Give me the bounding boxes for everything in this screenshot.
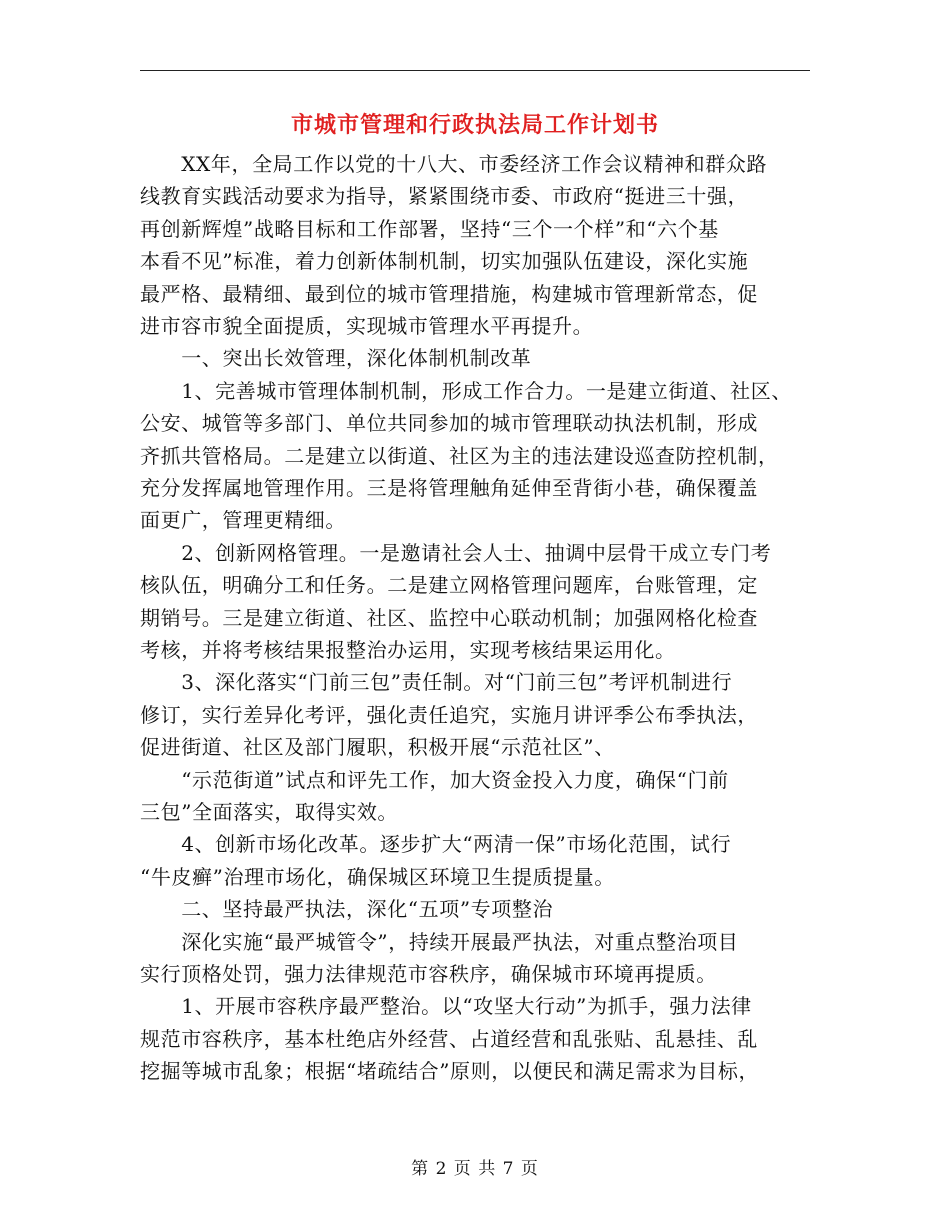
body-line: 1、开展市容秩序最严整治。以“攻坚大行动”为抓手，强力法律 xyxy=(140,994,752,1019)
body-line: 考核，并将考核结果报整治办运用，实现考核结果运用化。 xyxy=(140,638,676,662)
body-line: 深化实施“最严城管令”，持续开展最严执法，对重点整治项目 xyxy=(140,929,739,954)
body-line: 2、创新网格管理。一是邀请社会人士、抽调中层骨干成立专门考 xyxy=(140,540,772,565)
body-line: “牛皮癣”治理市场化，确保城区环境卫生提质提量。 xyxy=(140,864,615,889)
body-line: 三包”全面落实，取得实效。 xyxy=(140,800,399,824)
body-line: 实行顶格处罚，强力法律规范市容秩序，确保城市环境再提质。 xyxy=(140,962,717,986)
body-line: 线教育实践活动要求为指导，紧紧围绕市委、市政府“挺进三十强， xyxy=(140,184,749,209)
body-line: 3、深化落实“门前三包”责任制。对“门前三包”考评机制进行 xyxy=(140,670,733,695)
body-line: 规范市容秩序，基本杜绝店外经营、占道经营和乱张贴、乱悬挂、乱 xyxy=(140,1026,758,1051)
body-line: 充分发挥属地管理作用。三是将管理触角延伸至背街小巷，确保覆盖 xyxy=(140,476,758,500)
body-line: 进市容市貌全面提质，实现城市管理水平再提升。 xyxy=(140,314,594,338)
document-title: 市城市管理和行政执法局工作计划书 xyxy=(290,112,659,138)
page-footer: 第 2 页 共 7 页 xyxy=(411,1159,539,1179)
top-rule xyxy=(140,70,810,71)
body-line: 齐抓共管格局。二是建立以街道、社区为主的违法建设巡查防控机制， xyxy=(140,443,779,468)
body-line: 再创新辉煌”战略目标和工作部署，坚持“三个一个样”和“六个基 xyxy=(140,216,719,241)
body-line: 面更广，管理更精细。 xyxy=(140,508,346,533)
body-line: XX年，全局工作以党的十八大、市委经济工作会议精神和群众路 xyxy=(140,152,768,176)
body-line: 公安、城管等多部门、单位共同参加的城市管理联动执法机制，形成 xyxy=(140,411,758,436)
body-line: 核队伍，明确分工和任务。二是建立网格管理问题库，台账管理，定 xyxy=(140,573,758,598)
body-line: 修订，实行差异化考评，强化责任追究，实施月讲评季公布季执法， xyxy=(140,702,758,727)
body-line: 本看不见”标准，着力创新体制机制，切实加强队伍建设，深化实施 xyxy=(140,249,749,274)
body-line: 一、突出长效管理，深化体制机制改革 xyxy=(140,346,532,371)
body-line: 挖掘等城市乱象；根据“堵疏结合”原则，以便民和满足需求为目标， xyxy=(140,1059,760,1084)
body-line: “示范街道”试点和评先工作，加大资金投入力度，确保“门前 xyxy=(140,767,729,792)
body-line: 4、创新市场化改革。逐步扩大“两清一保”市场化范围，试行 xyxy=(140,832,732,857)
body-line: 二、坚持最严执法，深化“五项”专项整治 xyxy=(140,897,554,922)
body-line: 促进街道、社区及部门履职，积极开展“示范社区”、 xyxy=(140,735,615,760)
body-line: 期销号。三是建立街道、社区、监控中心联动机制；加强网格化检查 xyxy=(140,605,758,630)
body-line: 最严格、最精细、最到位的城市管理措施，构建城市管理新常态，促 xyxy=(140,281,758,306)
body-line: 1、完善城市管理体制机制，形成工作合力。一是建立街道、社区、 xyxy=(140,378,792,403)
